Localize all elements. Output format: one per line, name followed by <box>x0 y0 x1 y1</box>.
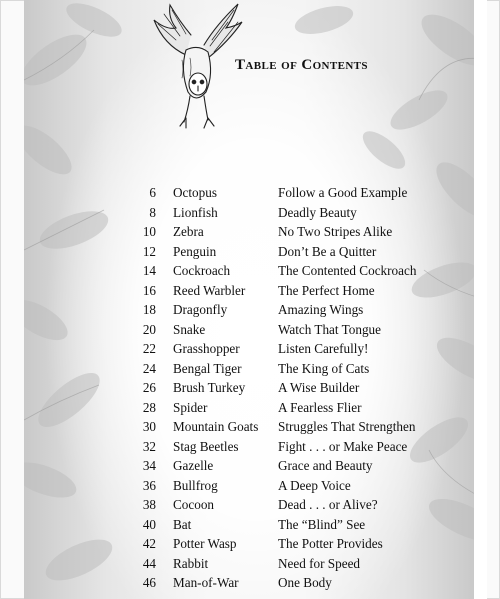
page-number: 20 <box>142 321 156 337</box>
page-number: 12 <box>142 243 156 259</box>
contents-row <box>24 378 487 398</box>
animal-name: Mountain Goats <box>173 419 259 434</box>
lesson-title: A Wise Builder <box>278 380 360 395</box>
lesson-title: Deadly Beauty <box>278 204 357 220</box>
animal-name: Bengal Tiger <box>173 360 242 376</box>
animal-name: Dragonfly <box>173 302 228 317</box>
contents-row <box>24 222 487 242</box>
lesson-title: A Deep Voice <box>278 477 351 493</box>
lesson-title: The King of Cats <box>278 360 370 376</box>
animal-name: Bat <box>173 516 192 532</box>
animal-name: Lionfish <box>173 204 218 220</box>
lesson-title: Dead . . . or Alive? <box>278 497 378 512</box>
page-number: 32 <box>142 438 156 454</box>
lesson-title: The Perfect Home <box>278 282 375 298</box>
contents-row <box>24 261 487 281</box>
page-number: 34 <box>142 458 156 473</box>
lesson-title: Don’t Be a Quitter <box>278 243 377 259</box>
animal-name: Brush Turkey <box>173 380 246 395</box>
animal-name: Reed Warbler <box>173 282 246 298</box>
contents-row <box>24 515 487 535</box>
lesson-title: Need for Speed <box>278 555 361 571</box>
lesson-title: A Fearless Flier <box>278 399 362 415</box>
contents-row <box>24 320 487 340</box>
lesson-title: Amazing Wings <box>278 302 364 317</box>
animal-name: Octopus <box>173 185 217 200</box>
lesson-title: Watch That Tongue <box>278 321 381 337</box>
page-number: 6 <box>149 185 156 200</box>
contents-row <box>24 183 487 203</box>
lesson-title: The “Blind” See <box>278 516 366 532</box>
page-number: 14 <box>142 263 156 278</box>
animal-name: Man-of-War <box>173 575 239 590</box>
page-edge <box>474 0 487 599</box>
contents-row <box>24 300 487 320</box>
animal-name: Rabbit <box>173 555 209 571</box>
contents-list <box>24 183 487 593</box>
lesson-title: Struggles That Strengthen <box>278 419 416 434</box>
animal-name: Penguin <box>173 243 217 259</box>
contents-row <box>24 554 487 574</box>
lesson-title: The Contented Cockroach <box>278 263 417 278</box>
animal-name: Potter Wasp <box>173 536 237 551</box>
page-number: 18 <box>142 302 156 317</box>
lesson-title: Follow a Good Example <box>278 185 408 200</box>
page-title: Table of Contents <box>235 57 368 73</box>
contents-row <box>24 359 487 379</box>
contents-row <box>24 339 487 359</box>
lesson-title: No Two Stripes Alike <box>278 224 393 239</box>
page-number: 42 <box>142 536 156 551</box>
animal-name: Stag Beetles <box>173 438 239 454</box>
page-number: 24 <box>142 360 156 376</box>
animal-name: Cocoon <box>173 497 215 512</box>
animal-name: Snake <box>173 321 206 337</box>
page-number: 16 <box>142 282 156 298</box>
contents-row <box>24 281 487 301</box>
animal-name: Spider <box>173 399 208 415</box>
page-number: 46 <box>142 575 156 590</box>
animal-name: Zebra <box>173 224 204 239</box>
page-number: 38 <box>142 497 156 512</box>
page-number: 40 <box>142 516 156 532</box>
animal-name: Cockroach <box>173 263 231 278</box>
lesson-title: One Body <box>278 575 332 590</box>
lesson-title: Listen Carefully! <box>278 341 369 356</box>
document-page <box>24 0 487 599</box>
page-number: 36 <box>142 477 156 493</box>
page-number: 44 <box>142 555 156 571</box>
page-number: 26 <box>142 380 156 395</box>
page-number: 10 <box>142 224 156 239</box>
contents-row <box>24 573 487 593</box>
page-number: 30 <box>142 419 156 434</box>
owl-icon <box>146 0 246 130</box>
page-number: 8 <box>149 204 156 220</box>
animal-name: Grasshopper <box>173 341 240 356</box>
lesson-title: Grace and Beauty <box>278 458 373 473</box>
lesson-title: The Potter Provides <box>278 536 383 551</box>
page-number: 22 <box>142 341 156 356</box>
contents-row <box>24 495 487 515</box>
animal-name: Bullfrog <box>173 477 218 493</box>
contents-row <box>24 476 487 496</box>
contents-row <box>24 456 487 476</box>
contents-row <box>24 534 487 554</box>
contents-row <box>24 242 487 262</box>
contents-row <box>24 398 487 418</box>
page-number: 28 <box>142 399 156 415</box>
animal-name: Gazelle <box>173 458 214 473</box>
contents-row <box>24 203 487 223</box>
contents-row <box>24 417 487 437</box>
lesson-title: Fight . . . or Make Peace <box>278 438 408 454</box>
contents-row <box>24 437 487 457</box>
